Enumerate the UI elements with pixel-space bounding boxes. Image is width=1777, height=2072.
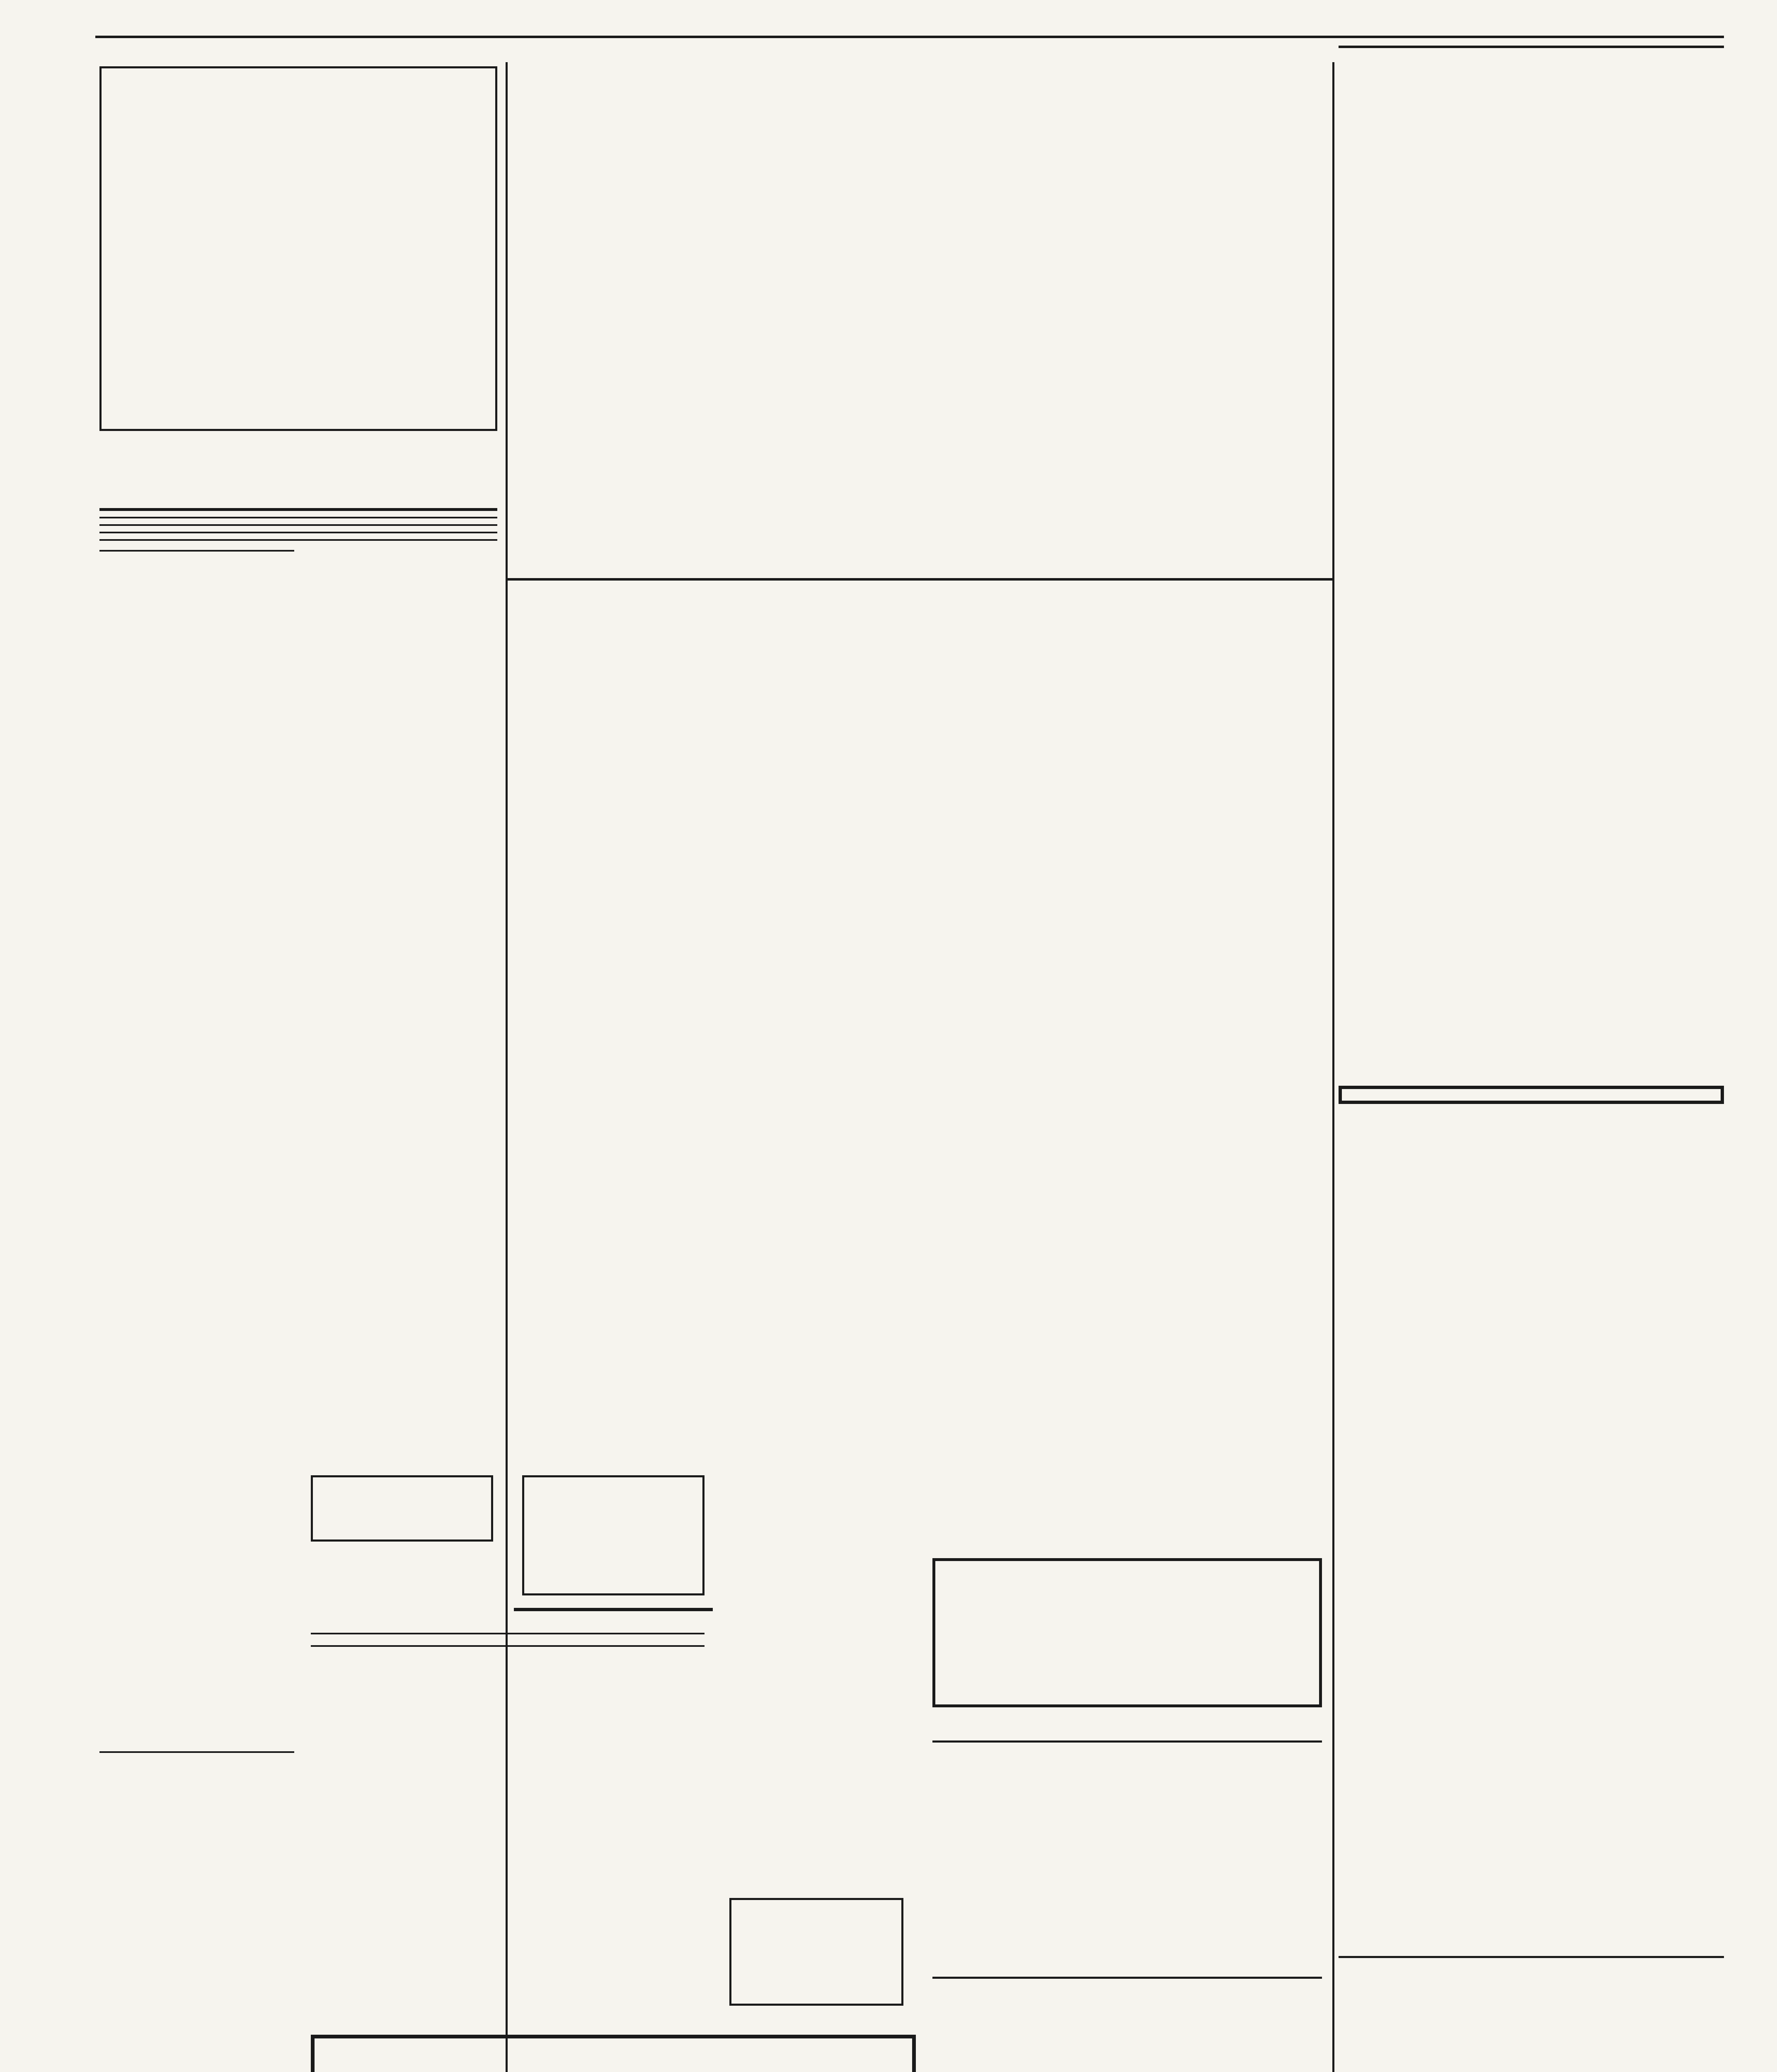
receita-title <box>99 532 497 533</box>
jornais-box <box>522 1475 705 1595</box>
acucar-col <box>514 68 904 71</box>
acucar-col <box>936 68 1326 71</box>
page-header <box>95 4 1712 33</box>
casos-title-box <box>1339 1086 1724 1104</box>
header-rule <box>95 36 1724 38</box>
jornais-section <box>514 588 713 1459</box>
fraquezas-ad <box>311 1475 493 1542</box>
falecimento-cont-col <box>303 544 497 569</box>
usina-ilha-aviso <box>932 1740 1322 1973</box>
section-rule <box>508 578 1332 581</box>
colaboracao-section <box>1339 46 1724 48</box>
trabalho-article <box>721 588 1326 1583</box>
aniversarios-col <box>99 544 294 569</box>
urgencia-title <box>99 1749 294 1753</box>
orcamentos-ad <box>932 1558 1322 1707</box>
masthead-box <box>99 66 497 431</box>
acucar-article <box>514 62 1326 572</box>
colaboracao-article <box>1339 46 1724 1073</box>
trabalho-col <box>1036 595 1326 598</box>
casos-article <box>1339 1086 1724 1952</box>
instituto-aviso <box>1339 1956 1724 2072</box>
trabalho-col <box>721 595 1012 598</box>
gracas-box <box>729 1898 903 2006</box>
ginasio-ad <box>311 1633 705 2006</box>
pensamento-title <box>99 517 497 518</box>
farmacias-title <box>99 539 497 541</box>
sociedade-title <box>99 506 497 511</box>
usina-estivas-aviso <box>932 1977 1322 2072</box>
orientando-title <box>99 524 497 526</box>
gracas-title <box>514 1608 713 1611</box>
sociedade-section <box>99 506 497 1740</box>
urgencia-section <box>99 1749 294 2072</box>
gracas-cont <box>721 1637 912 2072</box>
column-rule <box>1332 62 1334 2072</box>
ginasio-subtitle <box>311 1641 705 1647</box>
aniversarios-title <box>99 550 294 552</box>
paulino-ad <box>311 2035 916 2072</box>
